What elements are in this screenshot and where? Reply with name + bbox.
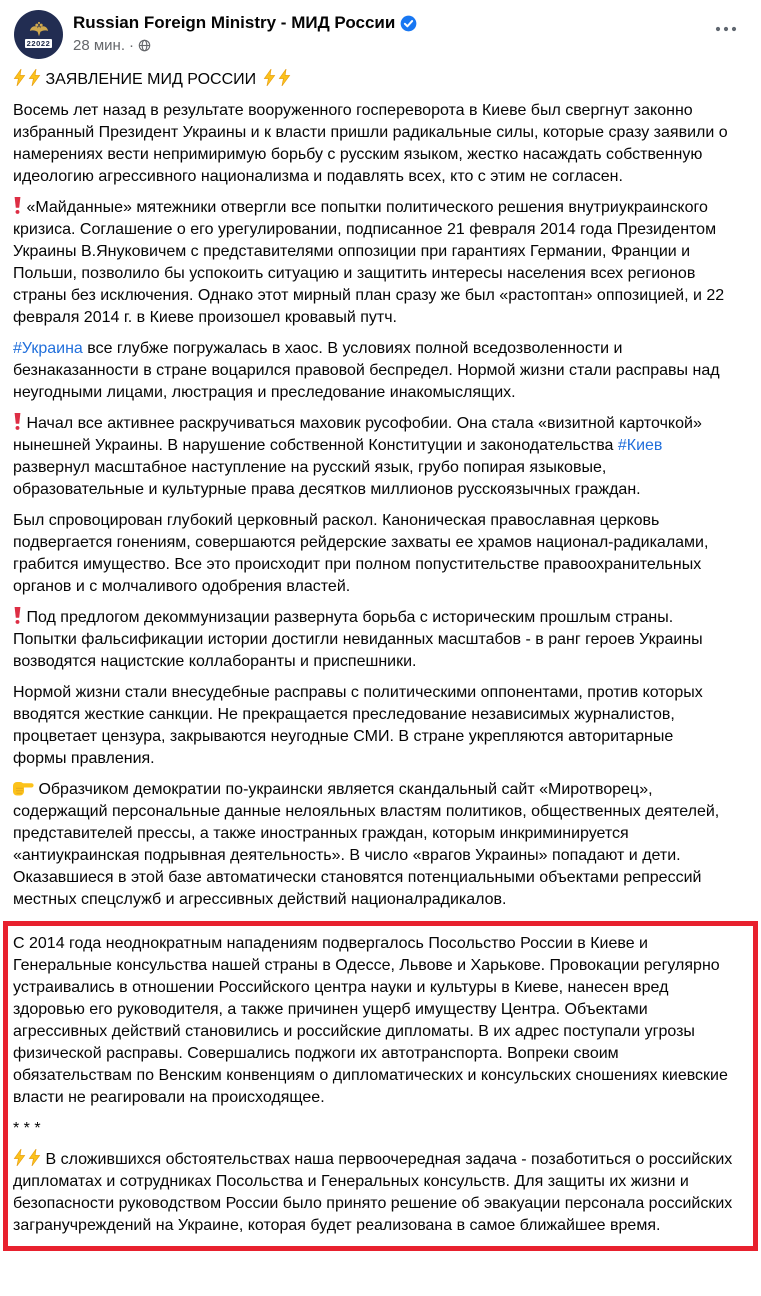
post-header <box>0 0 761 63</box>
pointing-right-hand-icon <box>13 779 34 801</box>
avatar[interactable] <box>14 10 63 59</box>
red-exclamation-icon <box>13 607 22 629</box>
post-paragraph: ЗАЯВЛЕНИЕ МИД РОССИИ <box>13 69 731 91</box>
post-paragraph: С 2014 года неоднократным нападениям подвергалось Посольство России в Киеве и Генеральные консульства нашей страны в Одессе, Львове и Харькове. Провокации регулярно устраивались в отношении Российского центра науки и культуры в Киеве, нанесен вред здоровью его руководителя, а также причинен ущерб имуществу Центра. Объектами агрессивных действий становились и российские дипломаты. В их адрес поступали угрозы физической расправы. Совершались поджоги их автотранспорта. Вопреки своим обязательствам по Венским конвенциям о дипломатических и консульских сношениях киевские власти не реагировали на происходящее. <box>13 935 728 1106</box>
meta-separator: · <box>129 37 134 54</box>
post-paragraph: Образчиком демократии по-украински является скандальный сайт «Миротворец», содержащий персональные данные нелояльных властям политиков, общественных деятелей, представителей прессы, а также иностранных граждан, которым инкриминируется «антиукраинская подрывная деятельность». В число «врагов Украины» попадают и дети. Оказавшиеся в этой базе автоматически становятся потенциальными объектами репрессий местных спецслужб и агрессивных действий националрадикалов. <box>13 781 720 908</box>
post-paragraph: В сложившихся обстоятельствах наша первоочередная задача - позаботиться о российских дипломатах и сотрудниках Посольства и Генеральных консульств. Для защиты их жизни и безопасности руководством России было принято решение об эвакуации персонала российских загранучреждений на Украине, которая будет реализована в самое ближайшее время. <box>13 1151 733 1234</box>
highlight-box-content <box>13 933 735 1237</box>
lightning-icon <box>278 69 291 91</box>
lightning-icon <box>28 69 41 91</box>
verified-badge-icon <box>400 15 417 32</box>
post-paragraph: Был спровоцирован глубокий церковный раскол. Каноническая православная церковь подвергается гонениям, совершаются рейдерские захваты ее храмов национал-радикалами, грабится имущество. Все это происходит при полном попустительстве правоохранительных органов и с молчаливого одобрения властей. <box>13 512 709 595</box>
page-name[interactable]: Russian Foreign Ministry - МИД России <box>73 13 396 32</box>
lightning-icon <box>13 69 26 91</box>
post-paragraph: * * * <box>13 1120 41 1137</box>
post-options-button[interactable] <box>709 20 743 38</box>
post-paragraph: #Украина все глубже погружалась в хаос. В условиях полной вседозволенности и безнаказанности в стране воцарился правовой беспредел. Нормой жизни стали расправы над неугодными лицами, люстрация и преследование инакомыслящих. <box>13 340 720 401</box>
three-dots-icon <box>715 26 737 32</box>
lightning-icon <box>263 69 276 91</box>
post-paragraph: Нормой жизни стали внесудебные расправы с политическими оппонентами, против которых вводятся жесткие санкции. Не прекращается преследование независимых журналистов, процветает цензура, закрываются неугодные СМИ. В стране укрепляются авторитарные формы правления. <box>13 684 703 767</box>
avatar-label: 22022 <box>26 39 51 48</box>
post-paragraph: Восемь лет назад в результате вооруженного госпереворота в Киеве был свергнут законно избранный Президент Украины и к власти пришли радикальные силы, которые сразу заявили о намерениях вести непримиримую борьбу с русским языком, жестко насаждать собственную идеологию агрессивного национализма и подавлять всех, кто с этим не согласен. <box>13 102 728 185</box>
post-paragraph: Начал все активнее раскручиваться маховик русофобии. Она стала «визитной карточкой» нынешней Украины. В нарушение собственной Конституции и законодательства #Киев развернул масштабное наступление на русский язык, грубо попирая языковые, образовательные и культурные права десятков миллионов русскоязычных граждан. <box>13 415 702 498</box>
globe-icon <box>138 39 151 52</box>
red-exclamation-icon <box>13 197 22 219</box>
post-body <box>0 63 761 1251</box>
header-text <box>73 10 709 54</box>
highlight-box <box>3 921 758 1251</box>
timestamp[interactable]: 28 мин. <box>73 37 125 54</box>
red-exclamation-icon <box>13 413 22 435</box>
post-paragraph: Под предлогом декоммунизации развернута борьба с историческим прошлым страны. Попытки фальсификации истории достигли невиданных масштабов - в ранг героев Украины возводятся нацистские коллаборанты и приспешники. <box>13 609 703 670</box>
double-headed-eagle-icon <box>28 21 50 38</box>
hashtag-link[interactable]: #Украина <box>13 340 83 357</box>
post-paragraph: «Майданные» мятежники отвергли все попытки политического решения внутриукраинского кризиса. Соглашение о его урегулировании, подписанное 21 февраля 2014 года Президентом Украины В.Януковичем с представителями оппозиции при гарантиях Германии, Франции и Польши, позволило бы успокоить ситуацию и защитить интересы населения всех регионов страны без исключения. Однако этот мирный план сразу же был «растоптан» оппозицией, и 22 февраля 2014 г. в Киеве произошел кровавый путч. <box>13 199 725 326</box>
hashtag-link[interactable]: #Киев <box>617 437 663 454</box>
post-meta <box>73 37 709 54</box>
lightning-icon <box>28 1149 41 1171</box>
lightning-icon <box>13 1149 26 1171</box>
post-paragraphs <box>13 69 731 911</box>
